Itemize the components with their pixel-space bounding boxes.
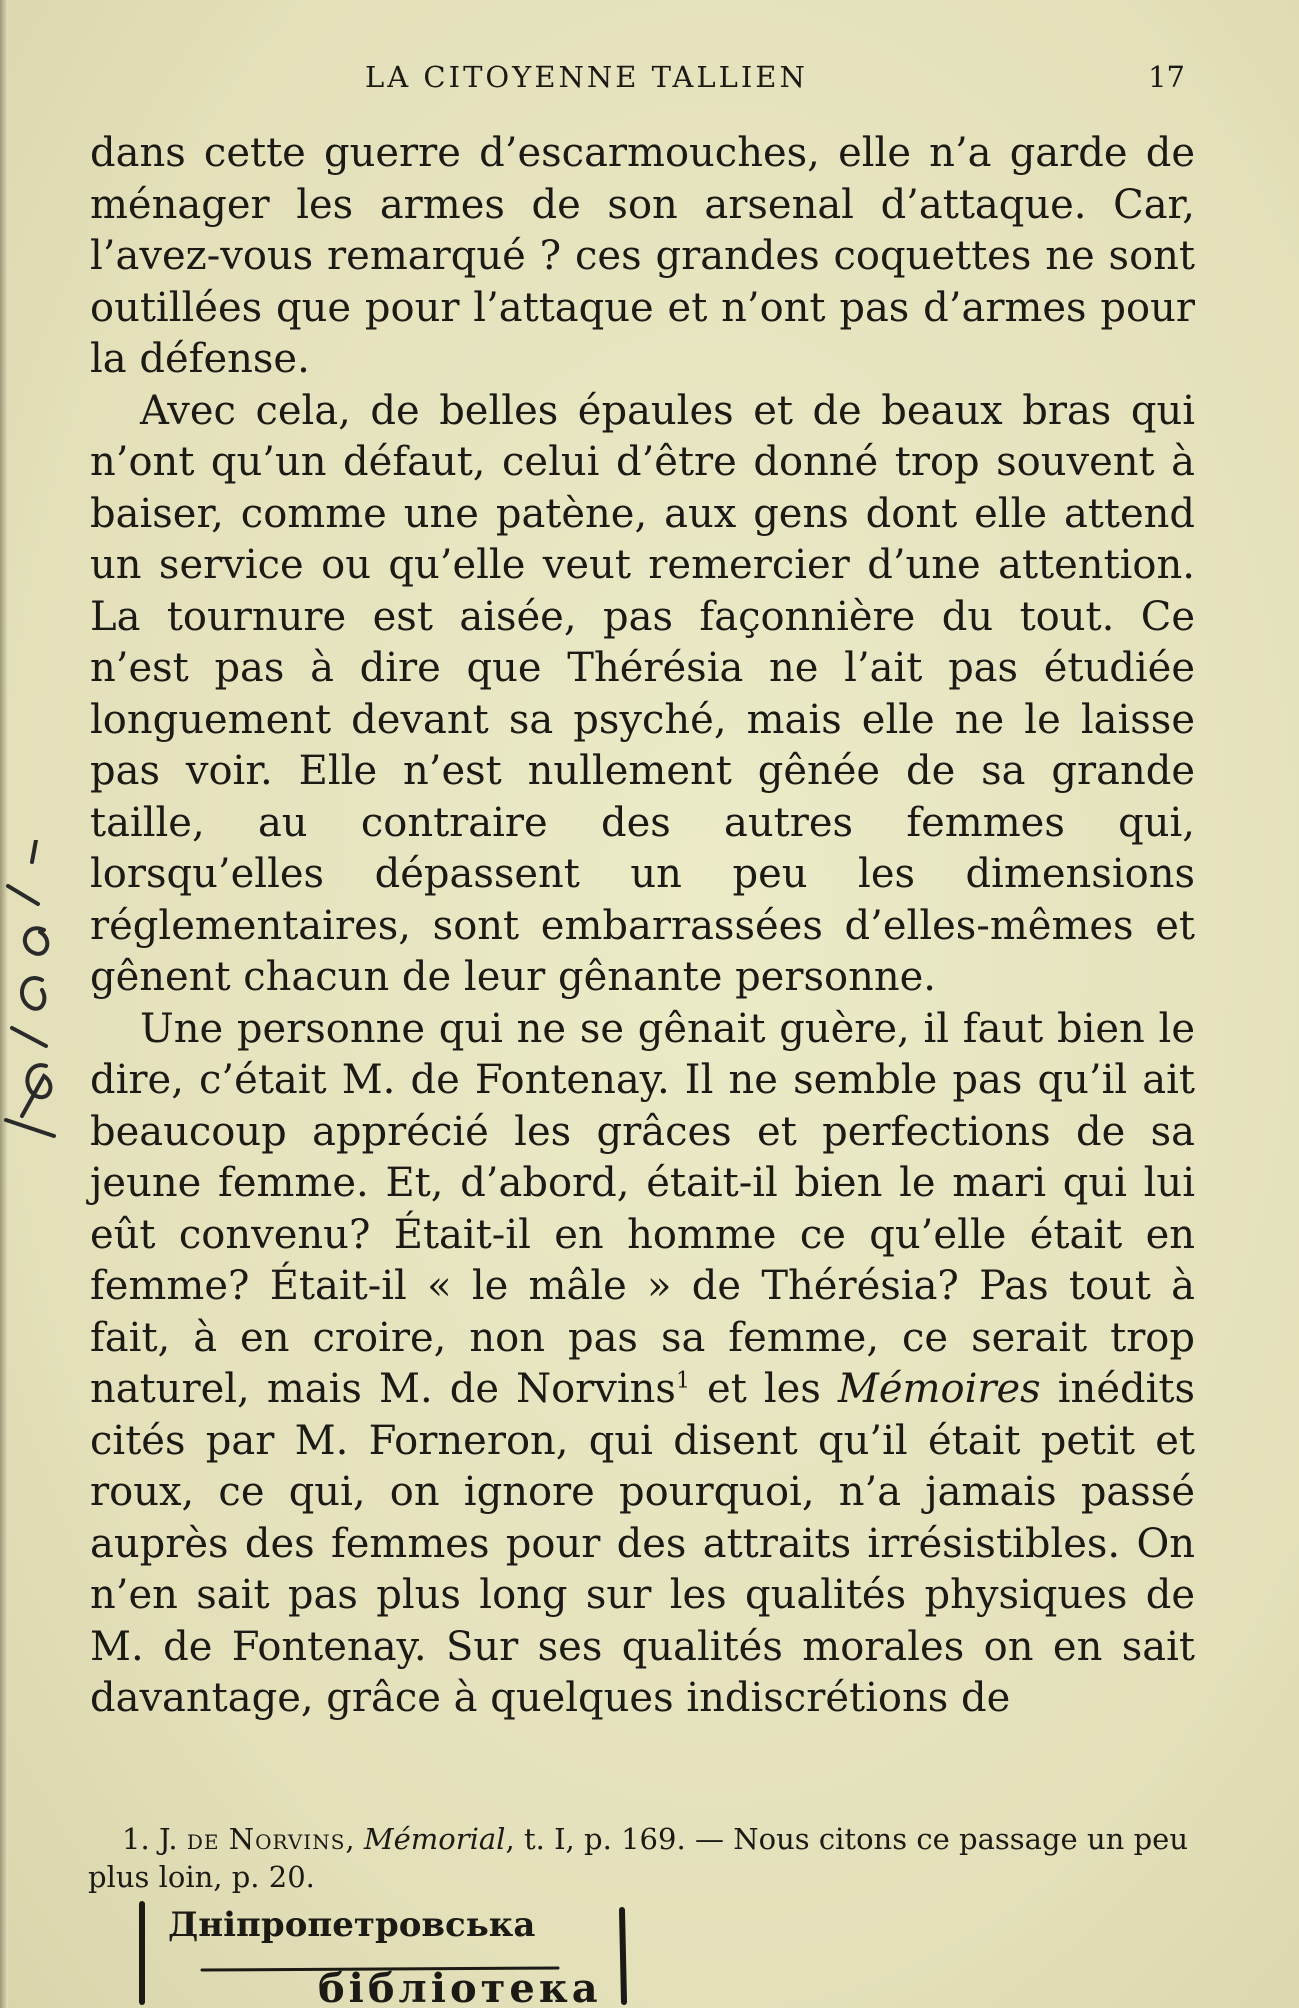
footnote-author-name: Norvins (228, 1822, 346, 1856)
running-head-title: LA CITOYENNE TALLIEN (365, 60, 808, 94)
footnote-text: 1. J. de Norvins, Mémorial, t. I, p. 169. — Nous citons ce passage un peu plus loin, p. 20. (88, 1822, 1189, 1894)
library-stamp (138, 1898, 638, 2008)
paragraph-3-part-2: et les (689, 1366, 838, 1412)
paragraph-2: Avec cela, de belles épaules et de beaux bras qui n’ont qu’un défaut, celui d’être donné trop souvent à baiser, comme une patène, aux gens dont elle attend un service ou qu’elle veut remercier d’une attention. La tournure est aisée, pas façonnière du tout. Ce n’est pas à dire que Thérésia ne l’ait pas étudiée longuement devant sa psyché, mais elle ne le laisse pas voir. Elle n’est nullement gênée de sa grande taille, au contraire des autres femmes qui, lorsqu’elles dépassent un peu les dimensions réglementaires, sont embarrassées d’elles-mêmes et gênent chacun de leur gênante personne. (90, 387, 1195, 1000)
stamp-line-1: Днiпропетровська (168, 1905, 536, 1945)
footnote-author-initial: J. (158, 1822, 178, 1856)
footnote-number: 1. (122, 1822, 150, 1856)
running-head (90, 60, 1195, 104)
paragraph-3 (90, 1004, 1195, 1725)
body-text (90, 128, 1195, 1725)
footnote-work-title: Mémorial (363, 1822, 506, 1856)
page-number: 17 (1148, 60, 1185, 94)
handwritten-margin-mark (2, 840, 72, 1170)
footnote-reference: 1 (675, 1368, 690, 1394)
footnote (88, 1820, 1188, 1896)
footnote-citation: , t. I, p. 169. — Nous citons ce passage un peu plus loin, p. 20. (88, 1822, 1189, 1894)
memoires-italic: Mémoires (837, 1366, 1041, 1412)
stamp-line-2: бiблiотека (318, 1965, 602, 2008)
paragraph-3-part-3: inédits cités par M. Forneron, qui disent qu’il était petit et roux, ce qui, on ignore pourquoi, n’a jamais passé auprès des femmes pour des attraits irrésistibles. On n’en sait pas plus long sur les qualités physiques de M. de Fontenay. Sur ses qualités morales on en sait davantage, grâce à quelques indiscrétions de (90, 1366, 1195, 1721)
footnote-author-particle: de (186, 1822, 220, 1856)
paragraph-1: dans cette guerre d’escarmouches, elle n’a garde de ménager les armes de son arsenal d’attaque. Car, l’avez-vous remarqué ? ces grandes coquettes ne sont outillées que pour l’attaque et n’ont pas d’armes pour la défense. (90, 130, 1195, 382)
paragraph-3-part-1: Une personne qui ne se gênait guère, il faut bien le dire, c’était M. de Fontenay. Il ne semble pas qu’il ait beaucoup apprécié les grâces et perfections de sa jeune femme. Et, d’abord, était-il bien le mari qui lui eût convenu? Était-il en homme ce qu’elle était en femme? Était-il « le mâle » de Thérésia? Pas tout à fait, à en croire, non pas sa femme, ce serait trop naturel, mais M. de Norvins (90, 1005, 1195, 1412)
